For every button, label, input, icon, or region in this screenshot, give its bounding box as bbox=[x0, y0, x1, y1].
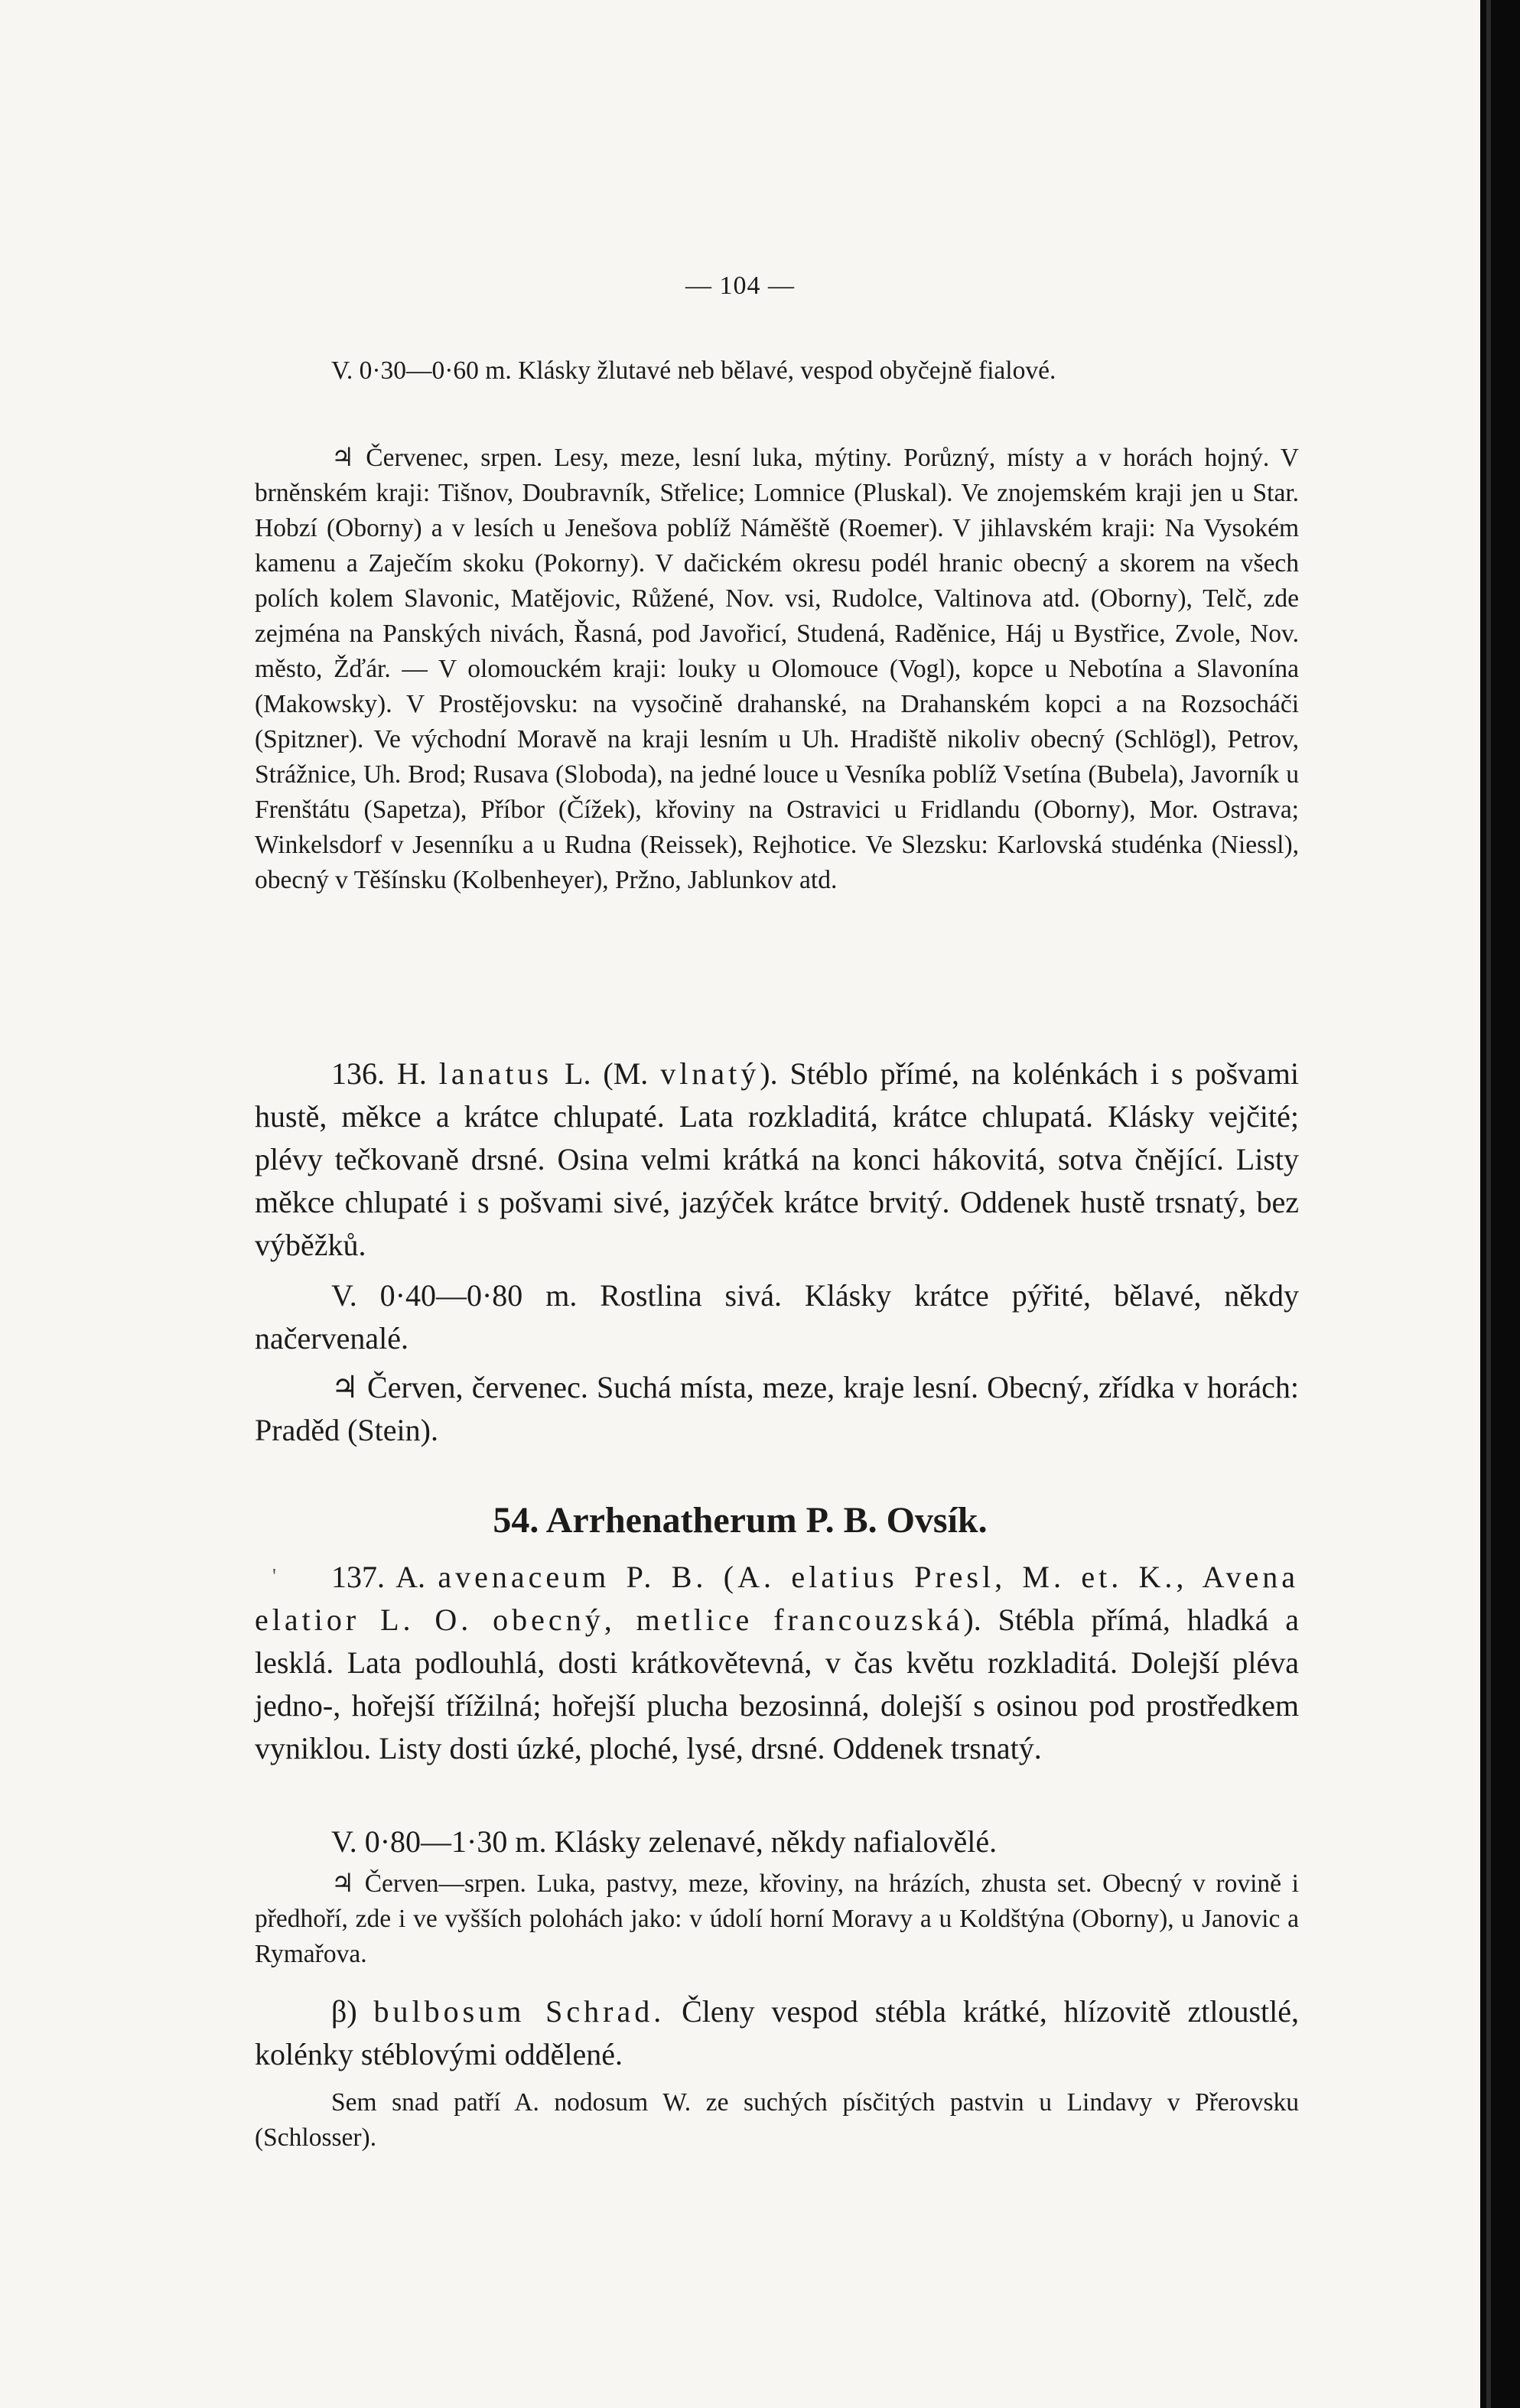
paragraph-dimensions-3 bbox=[255, 1821, 1299, 1863]
margin-mark: ' bbox=[272, 1565, 277, 1589]
section-heading: 54. Arrhenatherum P. B. Ovsík. bbox=[493, 1500, 988, 1541]
paragraph-variety-beta bbox=[255, 1990, 1299, 2076]
paragraph-text: V. 0·40—0·80 m. Rostlina sivá. Klásky krátce pýřité, bělavé, někdy načervenalé. bbox=[255, 1278, 1299, 1355]
species-text: ). Stébla přímá, hladká a lesklá. Lata podlouhlá, dosti krátkovětevná, v čas květu rozkladitá. Dolejší pléva jedno-, hořejší třížilná; hořejší plucha bezosinná, dolejší s osinou pod prostředkem vyniklou. Listy dosti úzké, ploché, lysé, drsné. Oddenek trsnatý. bbox=[255, 1603, 1299, 1765]
paragraph-distribution-3 bbox=[255, 1866, 1299, 1972]
paragraph-text: Sem snad patří A. nodosum W. ze suchých písčitých pastvin u Lindavy v Přerovsku (Schlosser). bbox=[255, 2088, 1299, 2152]
page-edge-shadow bbox=[1480, 0, 1520, 2408]
paragraph-distribution-1 bbox=[255, 441, 1299, 898]
paragraph-distribution-2 bbox=[255, 1366, 1299, 1452]
paragraph-text: ♃ Červenec, srpen. Lesy, meze, lesní luka, mýtiny. Porůzný, místy a v horách hojný. V brněnském kraji: Tišnov, Doubravník, Střelice; Lomnice (Pluskal). Ve znojemském kraji jen u Star. Hobzí (Oborny) a v lesích u Jenešova poblíž Náměště (Roemer). V jihlavském kraji: Na Vysokém kamenu a Zaječím skoku (Pokorny). V dačickém okresu podél hranic obecný a skorem na všech polích kolem Slavonic, Matějovic, Růžené, Nov. vsi, Rudolce, Valtinova atd. (Oborny), Telč, zde zejména na Panských nivách, Řasná, pod Javořicí, Studená, Raděnice, Háj u Bystřice, Zvole, Nov. město, Žďár. — V olomouckém kraji: louky u Olomouce (Vogl), kopce u Nebotína a Slavonína (Makowsky). V Prostějovsku: na vysočině drahanské, na Drahanském kopci a na Rozsocháči (Spitzner). Ve východní Moravě na kraji lesním u Uh. Hradiště nikoliv obecný (Schlögl), Petrov, Strážnice, Uh. Brod; Rusava (Sloboda), na jedné louce u Vesníka poblíž Vsetína (Bubela), Javorník u Frenštátu (Sapetza), Příbor (Čížek), křoviny na Ostravici u Fridlandu (Oborny), Mor. Ostrava; Winkelsdorf v Jesenníku a u Rudna (Reissek), Rejhotice. Ve Slezsku: Karlovská studénka (Niessl), obecný v Těšínsku (Kolbenheyer), Pržno, Jablunkov atd. bbox=[255, 444, 1299, 894]
paragraph-text: V. 0·30—0·60 m. Klásky žlutavé neb bělavé, vespod obyčejně fialové. bbox=[331, 356, 1056, 385]
paragraph-note bbox=[255, 2085, 1299, 2156]
paragraph-species-136 bbox=[255, 1053, 1299, 1267]
paragraph-text: ♃ Červen, červenec. Suchá místa, meze, kraje lesní. Obecný, zřídka v horách: Praděd (Stein). bbox=[255, 1370, 1299, 1447]
species-text: ). Stéblo přímé, na kolénkách i s pošvami hustě, měkce a krátce chlupaté. Lata rozkladitá, krátce chlupatá. Klásky vejčité; plévy tečkovaně drsné. Osina velmi krátká na konci hákovitá, sotva čnějící. Listy měkce chlupaté i s pošvami sivé, jazýček krátce brvitý. Oddenek hustě trsnatý, bez výběžků. bbox=[255, 1056, 1300, 1262]
species-czech-name: vlnatý bbox=[660, 1056, 760, 1091]
species-description bbox=[255, 1053, 1299, 1267]
species-name: avenaceum P. B. (A. elatius Presl, M. et. K., Avena elatior L. O. obecný, metlice francouzská bbox=[255, 1560, 1299, 1637]
species-description bbox=[255, 1556, 1299, 1770]
variety-name: bulbosum Schrad. bbox=[373, 1994, 666, 2029]
species-number: 136. H. bbox=[331, 1056, 427, 1091]
variety-text: Členy vespod stébla krátké, hlízovitě ztloustlé, kolénky stéblovými oddělené. bbox=[255, 1994, 1299, 2071]
paragraph-dimensions-2 bbox=[255, 1274, 1299, 1360]
species-number: 137. A. bbox=[331, 1560, 426, 1594]
variety-description bbox=[255, 1990, 1299, 2076]
paragraph-text: ♃ Červen—srpen. Luka, pastvy, meze, křoviny, na hrázích, zhusta set. Obecný v rovině i předhoří, zde i ve vyšších polohách jako: v údolí horní Moravy a u Koldštýna (Oborny), u Janovic a Rymařova. bbox=[255, 1869, 1299, 1968]
species-name: lanatus bbox=[438, 1056, 553, 1091]
species-author: L. (M. bbox=[565, 1056, 649, 1091]
variety-label: β) bbox=[331, 1994, 357, 2029]
page-edge-strip bbox=[1486, 0, 1491, 2408]
paragraph-species-137 bbox=[255, 1556, 1299, 1770]
page-number: — 104 — bbox=[685, 272, 795, 300]
paragraph-dimensions-1 bbox=[255, 353, 1299, 389]
paragraph-text: V. 0·80—1·30 m. Klásky zelenavé, někdy nafialovělé. bbox=[331, 1824, 998, 1859]
